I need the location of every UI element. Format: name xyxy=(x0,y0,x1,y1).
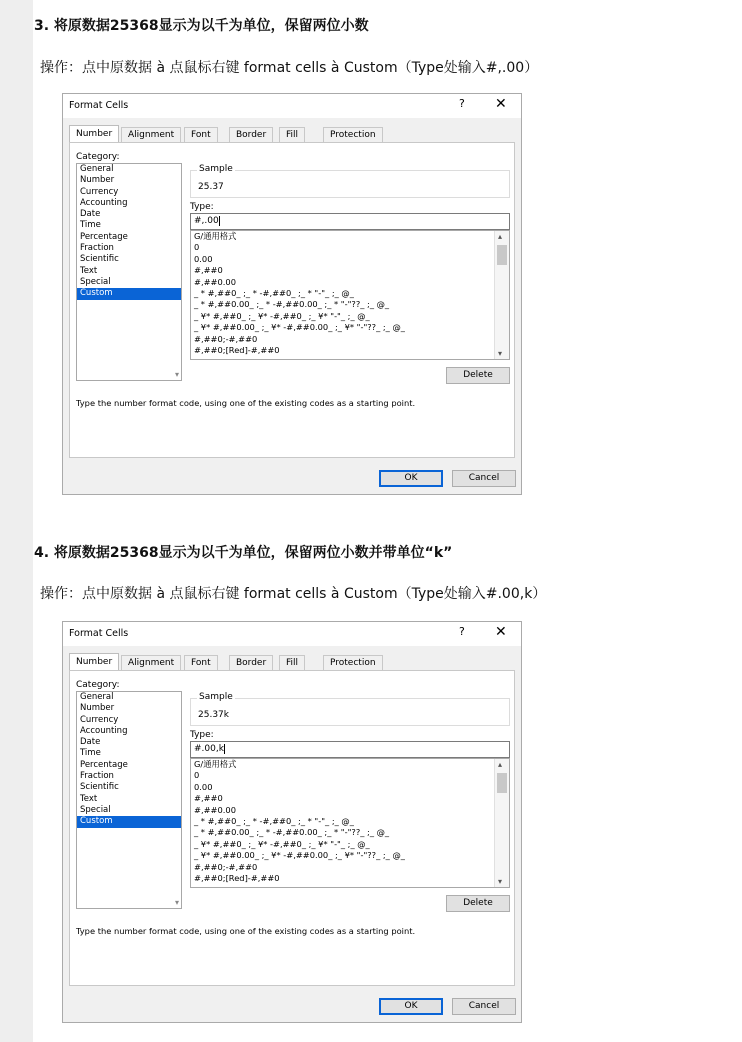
chevron-down-icon[interactable]: ▾ xyxy=(174,898,179,907)
chevron-up-icon[interactable]: ▴ xyxy=(498,232,503,241)
text-caret xyxy=(219,216,220,226)
cancel-button[interactable]: Cancel xyxy=(452,998,516,1015)
tab-alignment[interactable]: Alignment xyxy=(121,127,181,142)
format-code-item[interactable]: #,##0;-#,##0 xyxy=(194,333,258,344)
format-cells-dialog-2 xyxy=(62,621,522,1023)
category-item[interactable]: Number xyxy=(80,703,115,714)
cancel-button[interactable]: Cancel xyxy=(452,470,516,487)
number-tab-panel xyxy=(69,142,515,458)
format-code-list[interactable] xyxy=(190,230,510,360)
close-icon[interactable]: ✕ xyxy=(495,624,507,640)
section-4-operation: 操作：点中原数据 à 点鼠标右键 format cells à Custom（Type处输入#.00,k） xyxy=(40,586,547,602)
sample-group xyxy=(190,164,510,198)
category-item[interactable]: Fraction xyxy=(80,771,114,782)
scrollbar-thumb[interactable] xyxy=(497,245,507,265)
tab-border[interactable]: Border xyxy=(229,655,273,670)
dialog-title: Format Cells xyxy=(69,628,129,639)
format-code-item[interactable]: #,##0;-#,##0 xyxy=(194,861,258,872)
type-input[interactable] xyxy=(190,741,510,758)
category-list[interactable] xyxy=(76,691,182,909)
format-code-item[interactable]: #,##0.00 xyxy=(194,276,236,287)
tab-border[interactable]: Border xyxy=(229,127,273,142)
section-4-heading: 4. 将原数据25368显示为以千为单位，保留两位小数并带单位“k” xyxy=(34,545,453,561)
scrollbar-thumb[interactable] xyxy=(497,773,507,793)
category-item[interactable]: Scientific xyxy=(80,254,119,265)
category-item[interactable]: General xyxy=(80,692,114,702)
format-code-item[interactable]: #,##0 xyxy=(194,265,223,276)
tab-fill[interactable]: Fill xyxy=(279,127,305,142)
type-label: Type: xyxy=(190,730,214,740)
tab-font[interactable]: Font xyxy=(184,127,218,142)
category-item[interactable]: Percentage xyxy=(80,759,128,770)
format-code-item[interactable]: G/通用格式 xyxy=(194,231,237,241)
category-item[interactable]: Custom xyxy=(77,288,181,299)
category-item[interactable]: General xyxy=(80,164,114,174)
category-item[interactable]: Currency xyxy=(80,714,119,725)
format-code-item[interactable]: _ ¥* #,##0.00_ ;_ ¥* -#,##0.00_ ;_ ¥* "-"??_ ;_ @_ xyxy=(194,322,405,333)
category-item[interactable]: Text xyxy=(80,265,98,276)
tab-font[interactable]: Font xyxy=(184,655,218,670)
category-item[interactable]: Percentage xyxy=(80,231,128,242)
chevron-down-icon[interactable]: ▾ xyxy=(174,370,179,379)
category-item[interactable]: Currency xyxy=(80,186,119,197)
help-icon[interactable]: ? xyxy=(459,97,465,110)
type-input[interactable] xyxy=(190,213,510,230)
type-input-value: #.00,k xyxy=(194,744,224,754)
format-code-item[interactable]: _ ¥* #,##0_ ;_ ¥* -#,##0_ ;_ ¥* "-"_ ;_ @_ xyxy=(194,310,370,321)
tab-number[interactable]: Number xyxy=(69,125,119,143)
tab-protection[interactable]: Protection xyxy=(323,127,383,142)
close-icon[interactable]: ✕ xyxy=(495,96,507,112)
format-code-item[interactable]: 0.00 xyxy=(194,781,213,792)
category-item[interactable]: Custom xyxy=(77,816,181,827)
delete-button[interactable]: Delete xyxy=(446,367,510,384)
category-item[interactable]: Accounting xyxy=(80,197,128,208)
sample-value: 25.37 xyxy=(198,182,224,192)
format-code-item[interactable]: _ ¥* #,##0.00_ ;_ ¥* -#,##0.00_ ;_ ¥* "-"??_ ;_ @_ xyxy=(194,850,405,861)
category-item[interactable]: Time xyxy=(80,748,101,759)
format-code-item[interactable]: #,##0;[Red]-#,##0 xyxy=(194,872,280,883)
category-item[interactable]: Date xyxy=(80,737,101,748)
dialog-titlebar xyxy=(63,94,521,118)
dialog-title: Format Cells xyxy=(69,100,129,111)
tab-alignment[interactable]: Alignment xyxy=(121,655,181,670)
type-label: Type: xyxy=(190,202,214,212)
format-code-item[interactable]: _ ¥* #,##0_ ;_ ¥* -#,##0_ ;_ ¥* "-"_ ;_ @_ xyxy=(194,838,370,849)
dialog-titlebar xyxy=(63,622,521,646)
category-list[interactable] xyxy=(76,163,182,381)
format-code-item[interactable]: _ * #,##0_ ;_ * -#,##0_ ;_ * "-"_ ;_ @_ xyxy=(194,815,354,826)
type-input-value: #,.00 xyxy=(194,216,219,226)
category-item[interactable]: Scientific xyxy=(80,782,119,793)
format-list-scrollbar[interactable] xyxy=(494,231,509,359)
ok-button[interactable]: OK xyxy=(379,470,443,487)
tab-protection[interactable]: Protection xyxy=(323,655,383,670)
format-cells-dialog-1 xyxy=(62,93,522,495)
format-code-item[interactable]: _ * #,##0.00_ ;_ * -#,##0.00_ ;_ * "-"??_ ;_ @_ xyxy=(194,299,390,310)
help-icon[interactable]: ? xyxy=(459,625,465,638)
format-code-item[interactable]: #,##0;[Red]-#,##0 xyxy=(194,344,280,355)
format-description: Type the number format code, using one of the existing codes as a starting point. xyxy=(76,398,416,408)
section-3-operation: 操作：点中原数据 à 点鼠标右键 format cells à Custom（Type处输入#,.00） xyxy=(40,60,539,76)
format-list-scrollbar[interactable] xyxy=(494,759,509,887)
category-item[interactable]: Fraction xyxy=(80,243,114,254)
ok-button[interactable]: OK xyxy=(379,998,443,1015)
tab-fill[interactable]: Fill xyxy=(279,655,305,670)
section-3-heading: 3. 将原数据25368显示为以千为单位，保留两位小数 xyxy=(34,18,369,34)
text-caret xyxy=(224,744,225,754)
delete-button[interactable]: Delete xyxy=(446,895,510,912)
category-item[interactable]: Time xyxy=(80,220,101,231)
chevron-down-icon[interactable]: ▾ xyxy=(498,877,503,886)
sample-label: Sample xyxy=(199,164,233,174)
chevron-down-icon[interactable]: ▾ xyxy=(498,349,503,358)
format-code-item[interactable]: _ * #,##0_ ;_ * -#,##0_ ;_ * "-"_ ;_ @_ xyxy=(194,287,354,298)
format-description: Type the number format code, using one of the existing codes as a starting point. xyxy=(76,926,416,936)
sample-value: 25.37k xyxy=(198,710,229,720)
left-margin-bar xyxy=(0,0,33,1042)
format-code-item[interactable]: 0 xyxy=(194,770,200,781)
category-item[interactable]: Date xyxy=(80,209,101,220)
format-code-list[interactable] xyxy=(190,758,510,888)
category-label: Category: xyxy=(76,152,120,162)
category-item[interactable]: Text xyxy=(80,793,98,804)
format-code-item[interactable]: _ * #,##0.00_ ;_ * -#,##0.00_ ;_ * "-"??_ ;_ @_ xyxy=(194,827,390,838)
format-code-item[interactable]: 0 xyxy=(194,242,200,253)
sample-group xyxy=(190,692,510,726)
tab-number[interactable]: Number xyxy=(69,653,119,671)
chevron-up-icon[interactable]: ▴ xyxy=(498,760,503,769)
category-item[interactable]: Accounting xyxy=(80,725,128,736)
format-code-item[interactable]: 0.00 xyxy=(194,253,213,264)
format-code-item[interactable]: #,##0 xyxy=(194,793,223,804)
category-label: Category: xyxy=(76,680,120,690)
category-item[interactable]: Number xyxy=(80,175,115,186)
format-code-item[interactable]: #,##0.00 xyxy=(194,804,236,815)
sample-label: Sample xyxy=(199,692,233,702)
format-code-item[interactable]: G/通用格式 xyxy=(194,759,237,769)
number-tab-panel xyxy=(69,670,515,986)
category-item[interactable]: Special xyxy=(80,276,111,287)
category-item[interactable]: Special xyxy=(80,804,111,815)
